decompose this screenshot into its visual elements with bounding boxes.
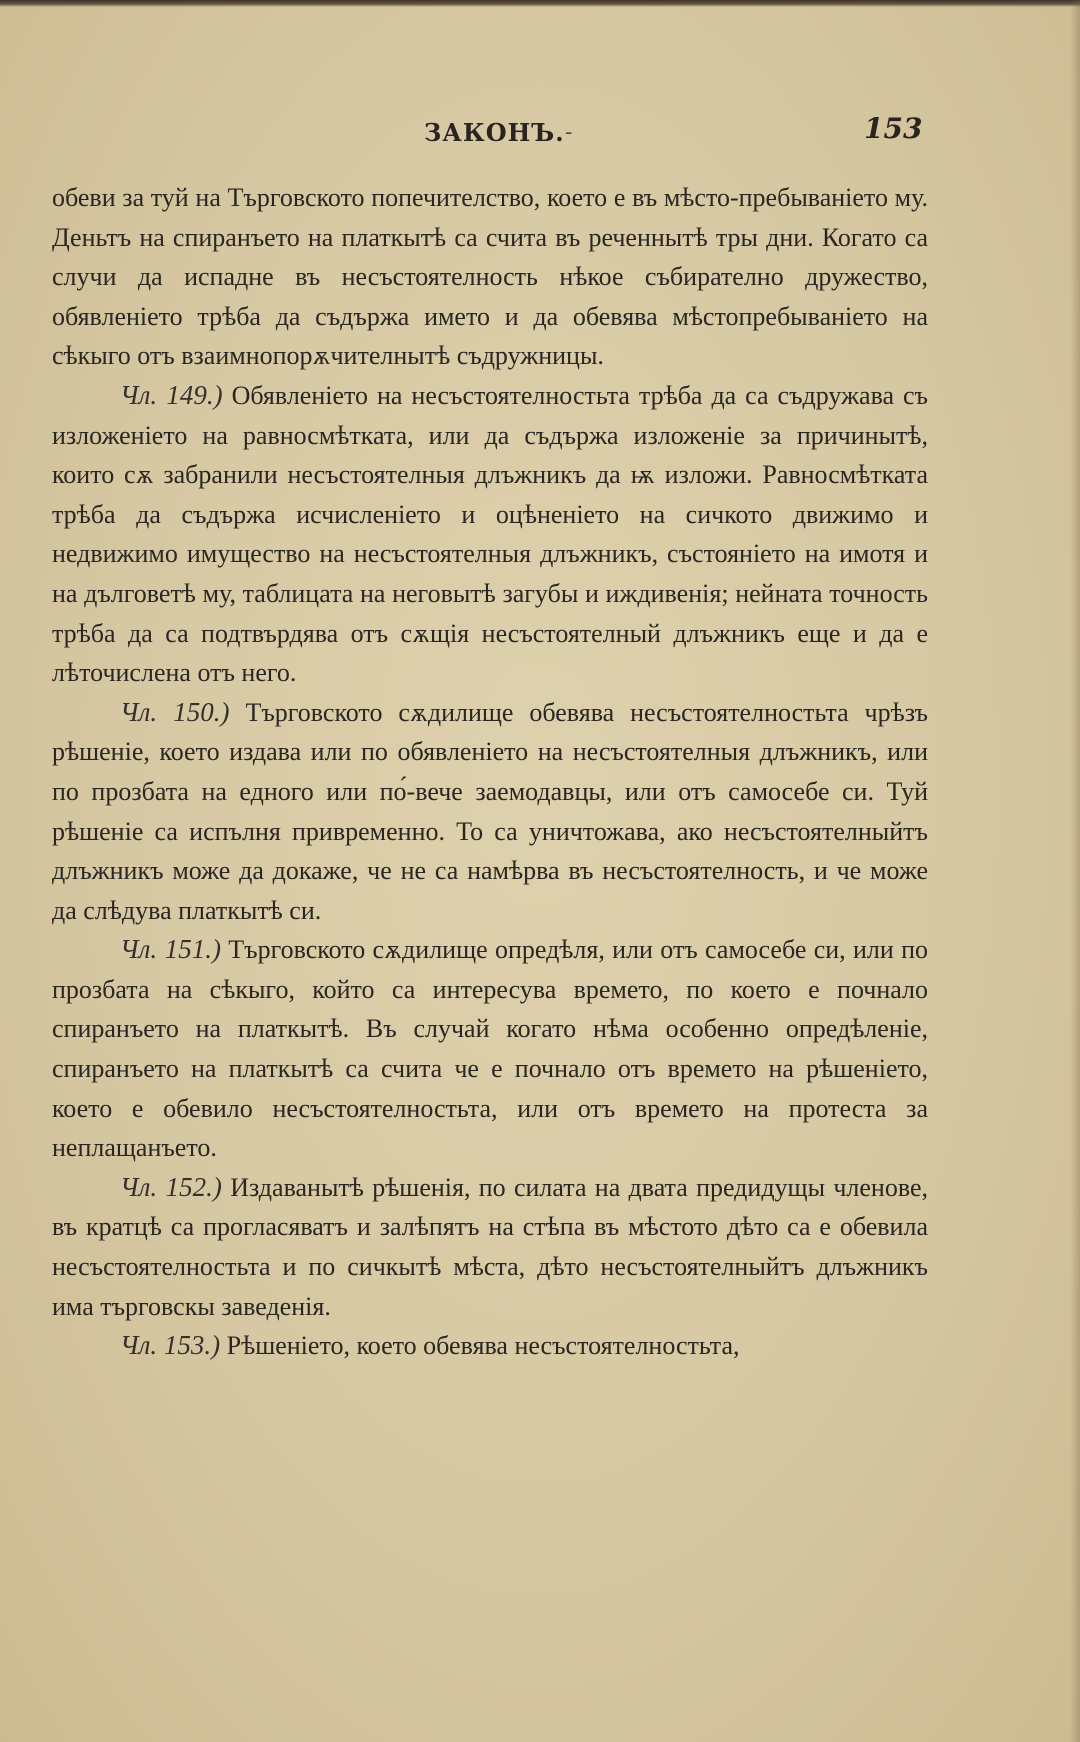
page-number: 153 [864,112,923,145]
article-label: Чл. 150.) [120,696,230,727]
article-text: Търговското сѫдилище опредѣля, или отъ самосебе си, или по прозбата на сѣкыго, който са интересува времето, по което е почнало спиранъето на платкытѣ. Въ случай когато нѣма особенно опредѣленiе, спиранъето на платкытѣ са счита че е почнало отъ времето на рѣшенiето, което е обевило несъстоятелностьта, или отъ времето на протеста за неплащанъето. [52,935,928,1163]
page-right-edge-shadow [1070,0,1080,1742]
article-152 [52,1168,928,1326]
article-text: Рѣшенiето, което обевява несъстоятелностьта, [226,1331,740,1361]
article-label: Чл. 153.) [120,1330,221,1361]
article-label: Чл. 149.) [120,379,223,410]
article-151 [52,930,928,1168]
page-body [52,178,928,1366]
header-dash: - [565,120,573,145]
article-153 [52,1326,928,1366]
paragraph-text: обеви за туй на Търговското попечителство, което е въ мѣсто-пребыванiето му. Деньтъ на спиранъето на платкытѣ са счита въ реченнытѣ тры дни. Когато са случи да испадне въ несъстоятелность нѣкое събирателно дружество, обявленiето трѣба да съдържа името и да обевява мѣстопребыванiето на сѣкыго отъ взаимнопорѫчителнытѣ съдружницы. [52,183,928,371]
article-text: Издаванытѣ рѣшенiя, по силата на двата предидущы членове, въ кратцѣ са прогласяватъ и залѣпятъ на стѣпа въ мѣстото дѣто са е обевила несъстоятелностьта и по сичкытѣ мѣста, дѣто несъстоятелныйтъ длъжникъ има търговскы заведенiя. [52,1172,929,1321]
article-label: Чл. 152.) [120,1171,222,1202]
running-title: ЗАКОНЪ. [424,118,565,147]
article-150 [52,693,928,931]
page-top-edge [0,0,1080,7]
article-text: Търговското сѫдилище обевява несъстоятелностьта чрѣзъ рѣшенiе, което издава или по обявленiето на несъстоятелныя длъжникъ, или по прозбата на едного или по́-вече заемодавцы, или отъ самосебе си. Туй рѣшенiе са испълня привременно. То са уничтожава, ако несъстоятелныйтъ длъжникъ може да докаже, че не са намѣрва въ несъстоятелность, и че може да слѣдува платкытѣ си. [52,697,928,925]
article-text: Обявленiето на несъстоятелностьта трѣба да са съдружава съ изложенiето на равносмѣтката, или да съдържа изложенiе за причинытѣ, които сѫ забранили несъстоятелныя длъжникъ да ѭ изложи. Равносмѣтката трѣба да съдържа исчисленiето и оцѣненiето на сичкото движимо и недвижимо имущество на несъстоятелныя длъжникъ, състоянiето на имотя и на дълговетѣ му, таблицата на неговытѣ загубы и иждивенiя; нейната точность трѣба да са подтвърдява отъ сѫщiя несъстоятелный длъжникъ еще и да е лѣточислена отъ него. [52,380,928,688]
article-label: Чл. 151.) [120,934,221,965]
paragraph-continued [52,178,928,376]
page-header [0,108,1080,152]
article-149 [52,376,928,693]
